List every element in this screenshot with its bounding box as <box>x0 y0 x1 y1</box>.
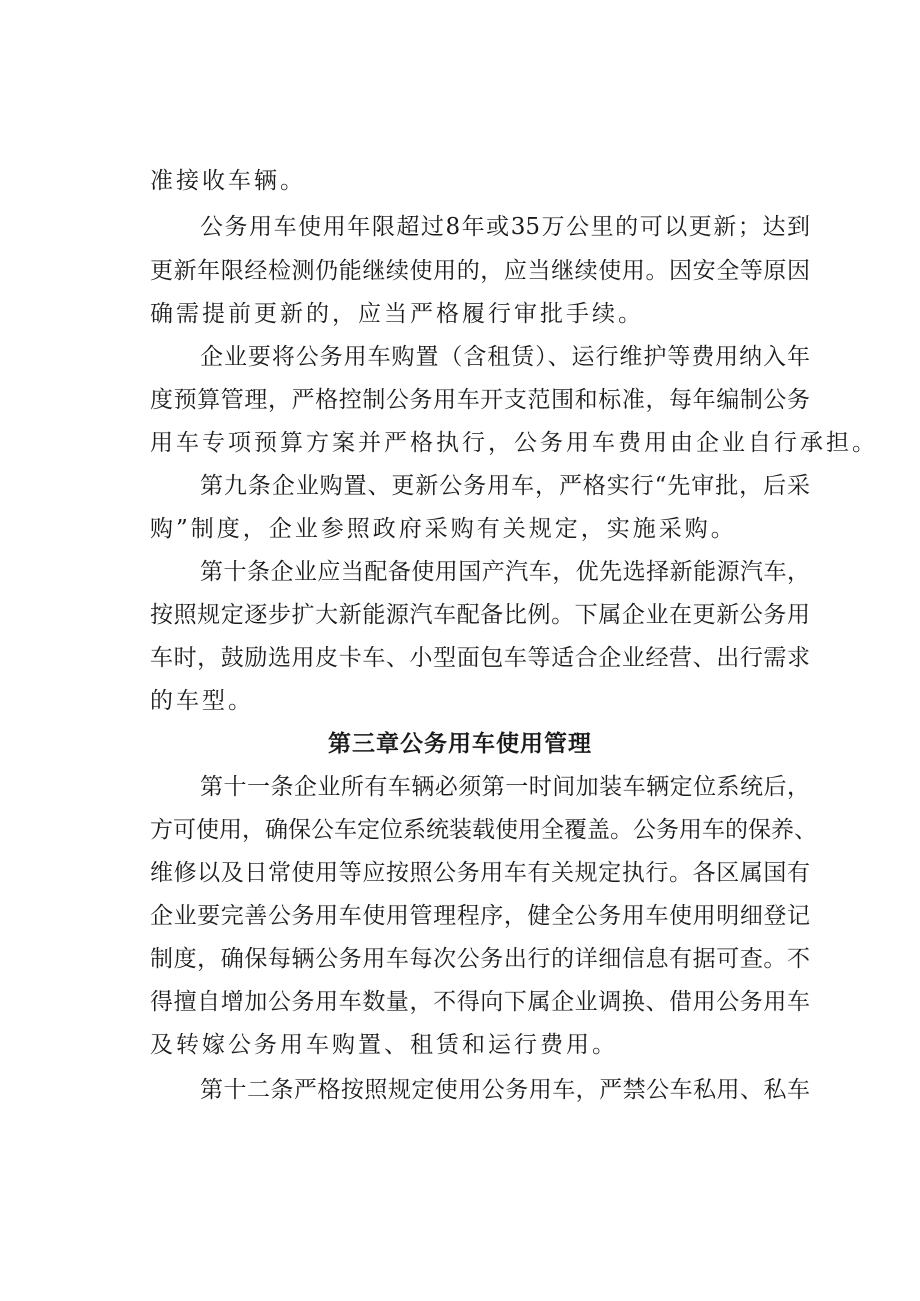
paragraph-line: 车时，鼓励选用皮卡车、小型面包车等适合企业经营、出行需求 <box>150 645 810 671</box>
paragraph-line: 第十一条企业所有车辆必须第一时间加装车辆定位系统后， <box>200 774 810 800</box>
paragraph-line: 第九条企业购置、更新公务用车，严格实行“先审批，后采 <box>200 473 810 499</box>
paragraph-line: 第十条企业应当配备使用国产汽车，优先选择新能源汽车， <box>200 559 810 585</box>
paragraph-line: 更新年限经检测仍能继续使用的，应当继续使用。因安全等原因 <box>150 258 810 284</box>
paragraph-line: 公务用车使用年限超过8年或35万公里的可以更新；达到 <box>200 214 810 240</box>
paragraph-line: 方可使用，确保公车定位系统装载使用全覆盖。公务用车的保养、 <box>150 817 817 843</box>
paragraph-line: 准接收车辆。 <box>150 168 306 194</box>
paragraph-line: 按照规定逐步扩大新能源汽车配备比例。下属企业在更新公务用 <box>150 602 810 628</box>
paragraph-line: 购”制度，企业参照政府采购有关规定，实施采购。 <box>150 516 737 542</box>
paragraph-line: 企业要将公务用车购置（含租赁）、运行维护等费用纳入年 <box>200 344 810 370</box>
paragraph-line: 确需提前更新的，应当严格履行审批手续。 <box>150 301 644 327</box>
paragraph-line: 第十二条严格按照规定使用公务用车，严禁公车私用、私车 <box>200 1077 810 1103</box>
chapter-heading: 第三章公务用车使用管理 <box>328 731 592 757</box>
paragraph-line: 度预算管理，严格控制公务用车开支范围和标准，每年编制公务 <box>150 387 810 413</box>
paragraph-line: 及转嫁公务用车购置、租赁和运行费用。 <box>150 1032 618 1058</box>
paragraph-line: 企业要完善公务用车使用管理程序，健全公务用车使用明细登记 <box>150 903 810 929</box>
paragraph-line: 制度，确保每辆公务用车每次公务出行的详细信息有据可查。不 <box>150 946 810 972</box>
paragraph-line: 得擅自增加公务用车数量，不得向下属企业调换、借用公务用车 <box>150 989 810 1015</box>
paragraph-line: 用车专项预算方案并严格执行，公务用车费用由企业自行承担。 <box>150 430 878 456</box>
paragraph-line: 的车型。 <box>150 688 254 714</box>
paragraph-line: 维修以及日常使用等应按照公务用车有关规定执行。各区属国有 <box>150 860 810 886</box>
